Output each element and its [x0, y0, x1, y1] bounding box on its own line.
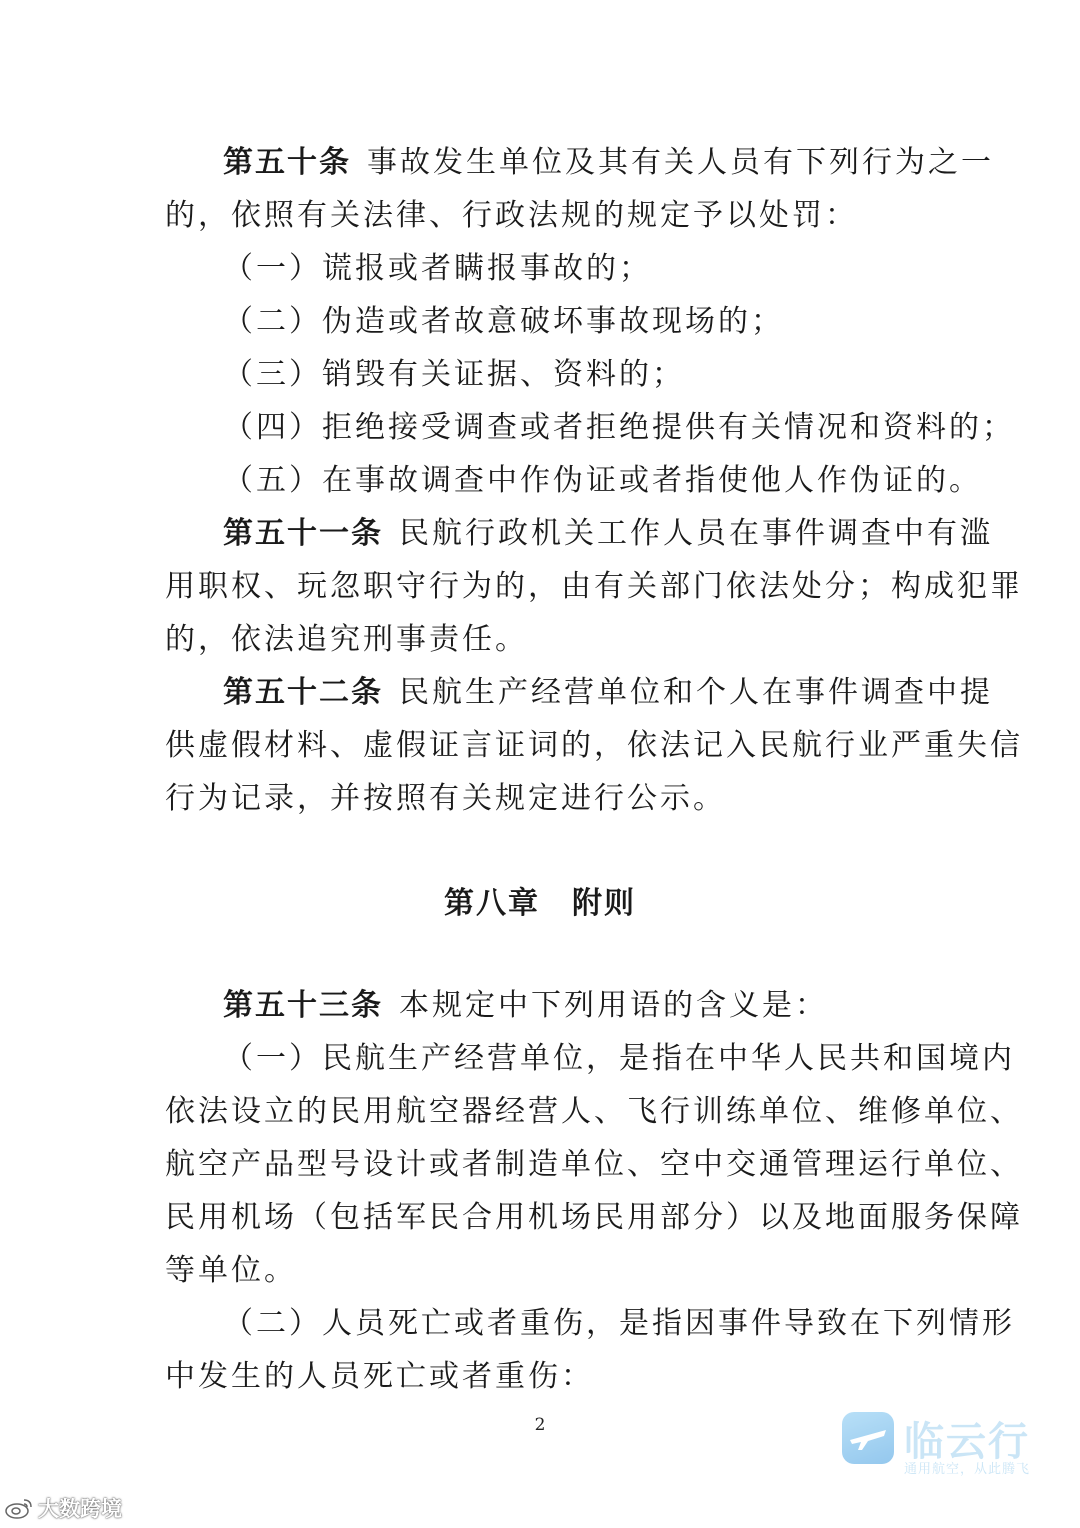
article-50-item-5: （五）在事故调查中作伪证或者指使他人作伪证的。: [223, 463, 982, 498]
weibo-icon: [4, 1496, 34, 1520]
article-50-text-2: 的，依照有关法律、行政法规的规定予以处罚：: [165, 198, 858, 233]
article-50-item-4: （四）拒绝接受调查或者拒绝提供有关情况和资料的；: [223, 410, 1015, 445]
article-51-text-2: 用职权、玩忽职守行为的，由有关部门依法处分；构成犯罪: [165, 569, 1023, 604]
article-53-p1-line-5: 等单位。: [165, 1253, 297, 1288]
article-50-item-2: （二）伪造或者故意破坏事故现场的；: [223, 304, 784, 339]
article-52-text-1: 民航生产经营单位和个人在事件调查中提: [399, 675, 993, 710]
watermark-brand-text: 临云行: [904, 1419, 1030, 1465]
article-51-first-line: [165, 507, 993, 560]
brand-watermark: [842, 1412, 1042, 1482]
source-watermark: [4, 1494, 122, 1522]
article-50-item-3: （三）销毁有关证据、资料的；: [223, 357, 685, 392]
page-number: 2: [534, 1415, 546, 1435]
article-50-heading: 第五十条: [223, 145, 351, 180]
article-53-text-1: 本规定中下列用语的含义是：: [399, 988, 828, 1023]
article-53-p2-line-1: （二）人员死亡或者重伤，是指因事件导致在下列情形: [223, 1306, 1015, 1341]
article-51-text-1: 民航行政机关工作人员在事件调查中有滥: [399, 516, 993, 551]
article-53-p1-line-2: 依法设立的民用航空器经营人、飞行训练单位、维修单位、: [165, 1094, 1023, 1129]
article-50-item-1: （一）谎报或者瞒报事故的；: [223, 251, 652, 286]
article-52-first-line: [165, 666, 993, 719]
airplane-logo-icon: [842, 1412, 894, 1464]
article-51-heading: 第五十一条: [223, 516, 383, 551]
article-52-text-3: 行为记录，并按照有关规定进行公示。: [165, 781, 726, 816]
article-53: [165, 979, 1023, 1403]
article-53-p1-line-1: （一）民航生产经营单位，是指在中华人民共和国境内: [223, 1041, 1015, 1076]
chapter-title: 第八章 附则: [444, 886, 636, 921]
article-50-first-line: [165, 136, 994, 189]
watermark-slogan-text: 通用航空，从此腾飞: [904, 1462, 1031, 1477]
article-52: [165, 666, 1023, 825]
article-51-text-3: 的，依法追究刑事责任。: [165, 622, 528, 657]
article-53-p1-line-4: 民用机场（包括军民合用机场民用部分）以及地面服务保障: [165, 1200, 1023, 1235]
watermark-source-text: 大数跨境: [38, 1497, 122, 1521]
article-53-heading: 第五十三条: [223, 988, 383, 1023]
article-52-heading: 第五十二条: [223, 675, 383, 710]
article-53-p2-line-2: 中发生的人员死亡或者重伤：: [165, 1359, 594, 1394]
article-53-p1-line-3: 航空产品型号设计或者制造单位、空中交通管理运行单位、: [165, 1147, 1023, 1182]
article-50: [165, 136, 1015, 507]
article-51: [165, 507, 1023, 666]
article-52-text-2: 供虚假材料、虚假证言证词的，依法记入民航行业严重失信: [165, 728, 1023, 763]
article-50-text-1: 事故发生单位及其有关人员有下列行为之一: [367, 145, 994, 180]
article-53-first-line: [165, 979, 925, 1032]
